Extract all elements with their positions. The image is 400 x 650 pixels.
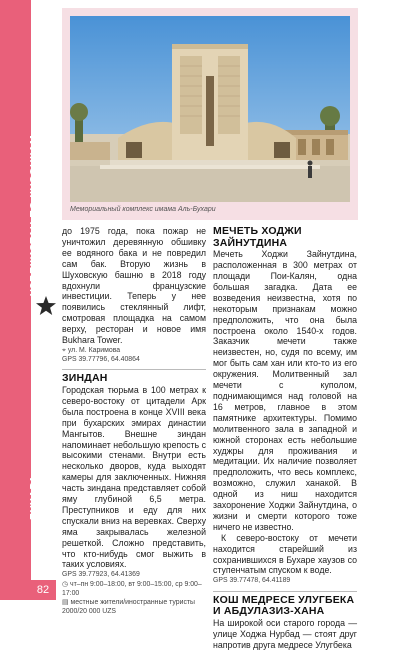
divider [213, 591, 357, 592]
star-icon [33, 293, 59, 319]
mosque-text-2: К северо-востоку от мечети находится старейший из сохранившихся в Бухаре хаузов со ступенчатым спуском к воде. [213, 532, 357, 576]
mosque-gps: GPS 39.77478, 64.41189 [213, 577, 291, 585]
right-column [213, 226, 357, 650]
intro-text: до 1975 года, пока пожар не уничтожил деревянную обшивку ее водяного бака и не повредил сам бак. Вторую жизнь в Шуховскую башню в 2018 году вдохнули французские инвестиции. Теперь у нее появились стеклянный лифт, смотровая площадка на самом верху, ресторан и новое имя Bukhara Tower. [62, 226, 206, 346]
sidebar-series-label: БУХАРА [28, 474, 40, 520]
mosque-title: МЕЧЕТЬ ХОДЖИ ЗАЙНУТДИНА [213, 225, 302, 249]
photo-caption: Мемориальный комплекс имама Аль-Бухари [70, 206, 216, 213]
tower-address-text: ул. М. Каримова [67, 346, 121, 354]
madrasa-title: КОШ МЕДРЕСЕ УЛУГБЕКА И АБДУЛАЗИЗ-ХАНА [213, 593, 355, 618]
memorial-photo [70, 16, 350, 202]
tower-address [62, 346, 206, 355]
zindan-gps: GPS 39.77923, 64.41369 [62, 571, 140, 579]
zindan-text: Городская тюрьма в 100 метрах к северо-востоку от цитадели Арк была построена в конце XVIII века при бухарских эмирах династии Мангытов. Внешне зиндан напоминает небольшую крепость с высокими стенами. Внутри есть несколько дворов, куда выходят камеры для заключенных. Нижняя часть зиндана представляет собой яму глубиной 6,5 метра. Преступников и еду для них спускали вниз на веревках. Сверху яма закрывалась железной решеткой. Сложно представить, что кто-нибудь смог выжить в таких условиях. [62, 384, 206, 570]
ticket-icon: ▤ [62, 598, 69, 606]
page-number: 82 [30, 580, 56, 600]
zindan-hours [62, 580, 206, 598]
map-pin-icon: ⌖ [62, 346, 66, 354]
zindan-price-label-text: местные жители/иностранные туристы [70, 598, 196, 606]
zindan-hours-text: чт–пн 9:00–18:00, вт 9:00–15:00, ср 9:00–17:00 [62, 580, 202, 597]
tower-gps: GPS 39.77796, 64.40864 [62, 356, 140, 364]
left-column [62, 226, 206, 616]
sidebar-region-label: УЗБЕКИСТАН ПО КУСОЧКАМ [28, 134, 40, 296]
mosque-text: Мечеть Ходжи Зайнутдина, расположенная в 300 метрах от площади Пои-Калян, одна большая загадка. Дата ее возведения неизвестна, хотя по некоторым признакам можно предположить, что она была построена около 1540-х годов. Заказчик мечети также неизвестен, но, судя по всему, им мог быть сам хан или кто-то из его окружения. Молитвенный зал мечети с куполом, поднимающимся над головой на 16 метров, главное в этом памятнике архитектуры. Помимо молитвенного зала в западной и южной сторонах есть небольшие худжры для проживания и медитации. Их наличие позволяет предположить, что весь комплекс, возможно, служил ханакой. В одной из ниш находится захоронение Ходжи Зайнутдина, о жизни и смерти которого тоже ничего не известно. [213, 249, 357, 532]
zindan-title: ЗИНДАН [62, 372, 108, 385]
zindan-price-label [62, 598, 206, 607]
madrasa-text: На широкой оси старого города — улице Ходжа Нурбад — стоят друг напротив друга медресе Улугбека [213, 617, 357, 650]
divider [62, 369, 206, 370]
zindan-price: 2000/20 000 UZS [62, 608, 117, 616]
photo-frame [62, 8, 358, 220]
clock-icon: ◷ [62, 580, 69, 588]
